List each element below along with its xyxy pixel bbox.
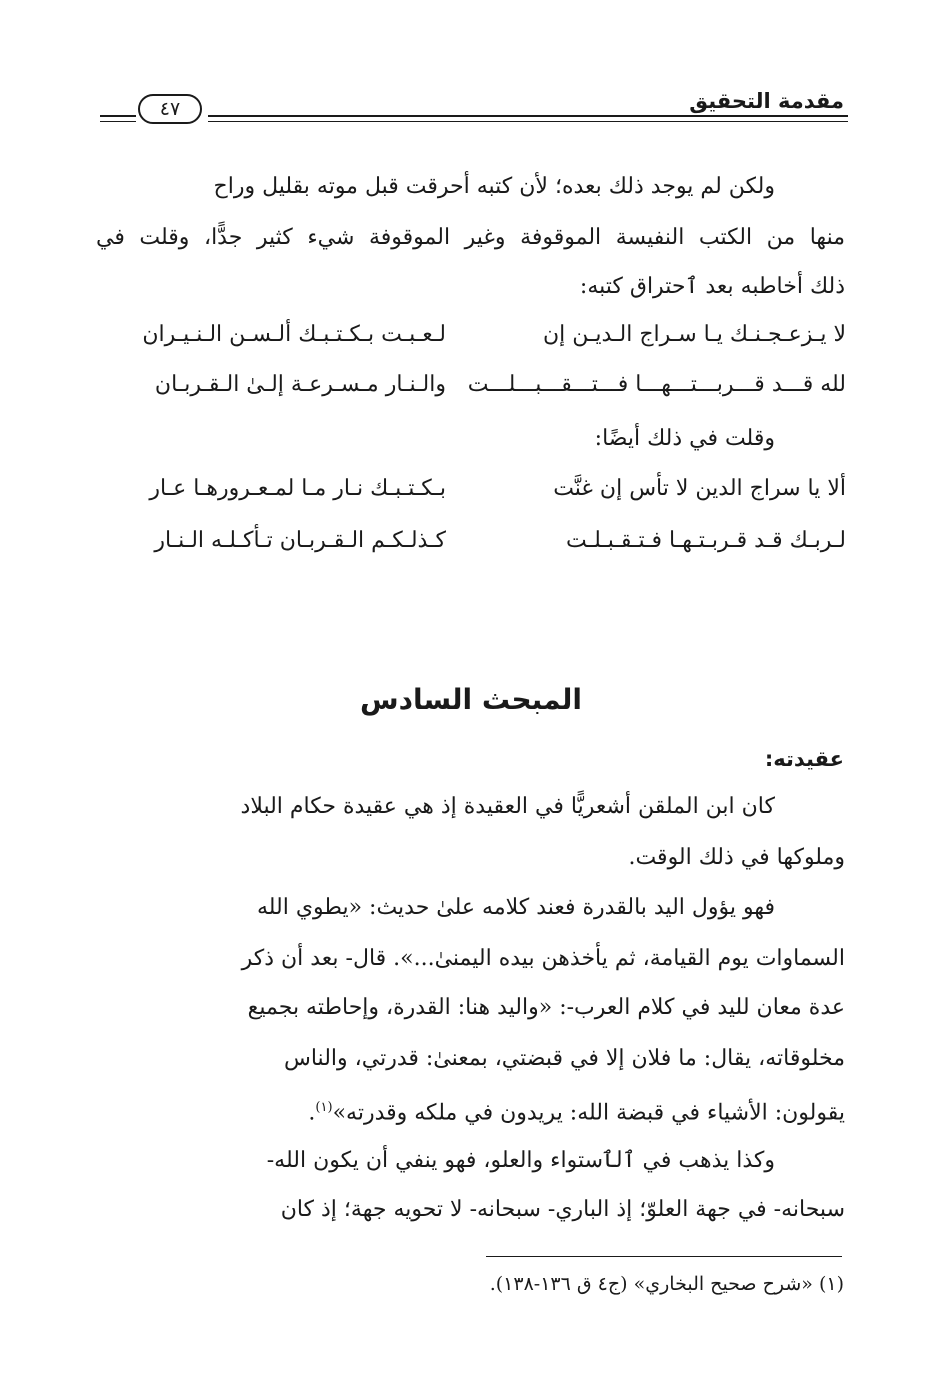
header-rule-left-thin [100,121,136,122]
header-rule-thin [208,121,848,122]
running-header [98,88,848,132]
header-title: مقدمة التحقيق [689,89,844,113]
verse-row [96,474,846,508]
period: . [308,1100,316,1126]
paragraph-line: فهو يؤول اليد بالقدرة فعند كلامه علىٰ حديث: «يطوي الله [256,895,775,920]
subheading: عقيدته: [764,747,844,771]
verse-second-hemistich: والـنـار مـسـرعـة إلـىٰ الـقـربـان [154,372,446,397]
header-rule [208,115,848,117]
verse-row [96,526,846,560]
footnote: (١) «شرح صحيح البخاري» (ج٤ ق ١٣٦-١٣٨). [489,1273,844,1295]
verse-first-hemistich: لـربـك قـد قـربـتـهـا فـتـقـبـلـت [566,528,846,553]
section-title: المبحث السادس [359,683,582,716]
paragraph-line: وملوكها في ذلك الوقت. [628,845,845,870]
verse-second-hemistich: لـعـبـت بـكـتـبـك ألـسـن الـنـيـران [142,322,446,347]
paragraph-line: مخلوقاته، يقال: ما فلان إلا في قبضتي، بمعنىٰ: قدرتي، والناس [284,1046,845,1071]
paragraph-line: وكذا يذهب في ٱلٱستواء والعلو، فهو ينفي أن يكون الله- [266,1148,775,1173]
footnote-separator [486,1256,842,1257]
page-number: ٤٧ [138,94,202,124]
verse-row [96,320,846,354]
verse-first-hemistich: لله قـــد قـــربـــتـــهـــا فـــتـــقـــبـــلـــت [467,372,846,397]
paragraph-line: منها من الكتب النفيسة الموقوفة وغير الموقوفة شيء كثير جدًّا، وقلت في [96,225,845,250]
paragraph-line: كان ابن الملقن أشعريًّا في العقيدة إذ هي عقيدة حكام البلاد [240,794,775,819]
verse-second-hemistich: بـكـتـبـك نـار مـا لمـعـرورهـا عـار [149,476,446,501]
paragraph-line: عدة معان لليد في كلام العرب-: «واليد هنا: القدرة، وإحاطته بجميع [247,995,845,1020]
paragraph-line: ولكن لم يوجد ذلك بعده؛ لأن كتبه أحرقت قبل موته بقليل وراح [213,174,775,199]
paragraph-line: وقلت في ذلك أيضًا: [594,426,775,451]
paragraph-line: سبحانه- في جهة العلوّ؛ إذ الباري- سبحانه- لا تحويه جهة؛ إذ كان [280,1197,845,1222]
verse-first-hemistich: ألا يا سراج الدين لا تأس إن غنَّت [553,476,846,501]
verse-first-hemistich: لا يـزعـجـنـك يـا سـراج الـديـن إن [542,322,846,347]
paragraph-line [96,1093,845,1128]
paragraph-text: يقولون: الأشياء في قبضة الله: يريدون في ملكه وقدرته» [332,1100,845,1126]
paragraph-line: ذلك أخاطبه بعد ٱحتراق كتبه: [579,274,845,299]
header-rule-left [100,115,136,117]
paragraph-line: السماوات يوم القيامة، ثم يأخذهن بيده اليمنىٰ...». قال- بعد أن ذكر [241,946,845,971]
verse-second-hemistich: كـذلـكـم الـقـربـان تـأكـلـه الـنـار [154,528,446,553]
footnote-reference: (١) [315,1100,333,1115]
verse-row [96,370,846,404]
